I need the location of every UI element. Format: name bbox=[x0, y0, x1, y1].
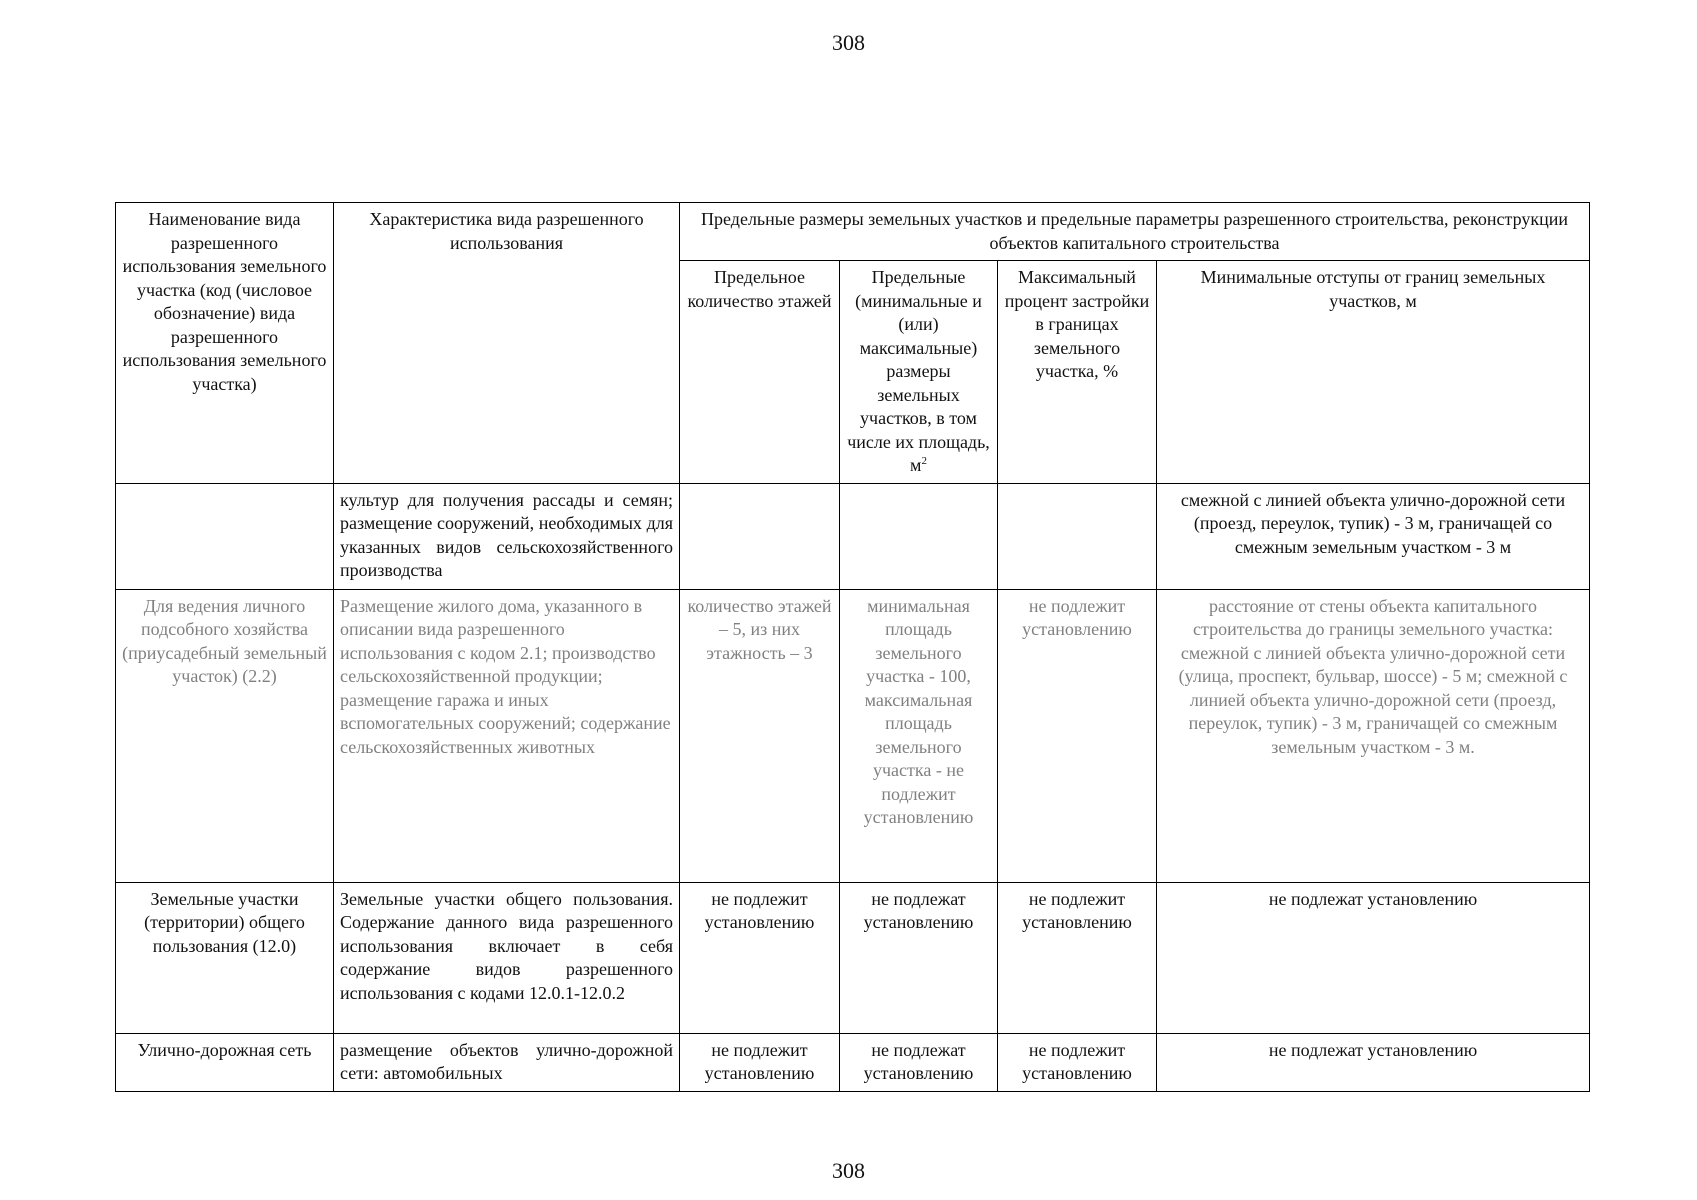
header-row-1 bbox=[116, 203, 1590, 261]
cell-plot-sizes: минимальная площадь земельного участка - 100, максимальная площадь земельного участка - не подлежит установлению bbox=[840, 589, 998, 882]
header-use-name: Наименование вида разрешенного использования земельного участка (код (числовое обозначение) вида разрешенного использования земельного участка) bbox=[116, 203, 334, 484]
header-coverage-percent: Максимальный процент застройки в границах земельного участка, % bbox=[998, 261, 1157, 484]
table-row bbox=[116, 882, 1590, 1033]
header-floors: Предельное количество этажей bbox=[680, 261, 840, 484]
cell-characteristic: Размещение жилого дома, указанного в описании вида разрешенного использования с кодом 2.1; производство сельскохозяйственной продукции; размещение гаража и иных вспомогательных сооружений; содержание сельскохозяйственных животных bbox=[334, 589, 680, 882]
cell-plot-sizes bbox=[840, 483, 998, 589]
cell-use-name: Для ведения личного подсобного хозяйства (приусадебный земельный участок) (2.2) bbox=[116, 589, 334, 882]
header-plot-sizes-sup: 2 bbox=[921, 455, 927, 467]
header-plot-sizes-text: Предельные (минимальные и (или) максимальные) размеры земельных участков, в том числе их площадь, м bbox=[847, 267, 990, 475]
cell-use-name: Улично-дорожная сеть bbox=[116, 1033, 334, 1091]
cell-floors: количество этажей – 5, из них этажность – 3 bbox=[680, 589, 840, 882]
header-plot-sizes bbox=[840, 261, 998, 484]
table-row bbox=[116, 589, 1590, 882]
cell-coverage-percent: не подлежит установлению bbox=[998, 1033, 1157, 1091]
header-characteristic: Характеристика вида разрешенного использования bbox=[334, 203, 680, 484]
cell-use-name: Земельные участки (территории) общего пользования (12.0) bbox=[116, 882, 334, 1033]
table-row bbox=[116, 483, 1590, 589]
cell-plot-sizes: не подлежат установлению bbox=[840, 1033, 998, 1091]
cell-characteristic: Земельные участки общего пользования. Содержание данного вида разрешенного использования включает в себя содержание видов разрешенного использования с кодами 12.0.1-12.0.2 bbox=[334, 882, 680, 1033]
cell-setbacks: не подлежат установлению bbox=[1157, 882, 1590, 1033]
table-row bbox=[116, 1033, 1590, 1091]
cell-characteristic: размещение объектов улично-дорожной сети: автомобильных bbox=[334, 1033, 680, 1091]
cell-floors bbox=[680, 483, 840, 589]
header-limits-group: Предельные размеры земельных участков и предельные параметры разрешенного строительства, реконструкции объектов капитального строительства bbox=[680, 203, 1590, 261]
cell-floors: не подлежит установлению bbox=[680, 882, 840, 1033]
cell-setbacks: не подлежат установлению bbox=[1157, 1033, 1590, 1091]
cell-coverage-percent: не подлежит установлению bbox=[998, 589, 1157, 882]
cell-setbacks: смежной с линией объекта улично-дорожной сети (проезд, переулок, тупик) - 3 м, граничащей со смежным земельным участком - 3 м bbox=[1157, 483, 1590, 589]
cell-coverage-percent: не подлежит установлению bbox=[998, 882, 1157, 1033]
cell-characteristic: культур для получения рассады и семян; размещение сооружений, необходимых для указанных видов сельскохозяйственного производства bbox=[334, 483, 680, 589]
header-setbacks: Минимальные отступы от границ земельных участков, м bbox=[1157, 261, 1590, 484]
page-number-bottom: 308 bbox=[832, 1158, 865, 1183]
cell-plot-sizes: не подлежат установлению bbox=[840, 882, 998, 1033]
cell-setbacks: расстояние от стены объекта капитального строительства до границы земельного участка: смежной с линией объекта улично-дорожной сети (улица, проспект, бульвар, шоссе) - 5 м; смежной с линией объекта улично-дорожной сети (проезд, переулок, тупик) - 3 м, граничащей со смежным земельным участком - 3 м. bbox=[1157, 589, 1590, 882]
land-use-regulations-table bbox=[115, 202, 1590, 1092]
cell-floors: не подлежит установлению bbox=[680, 1033, 840, 1091]
cell-coverage-percent bbox=[998, 483, 1157, 589]
page-number-top: 308 bbox=[832, 30, 865, 55]
cell-use-name bbox=[116, 483, 334, 589]
